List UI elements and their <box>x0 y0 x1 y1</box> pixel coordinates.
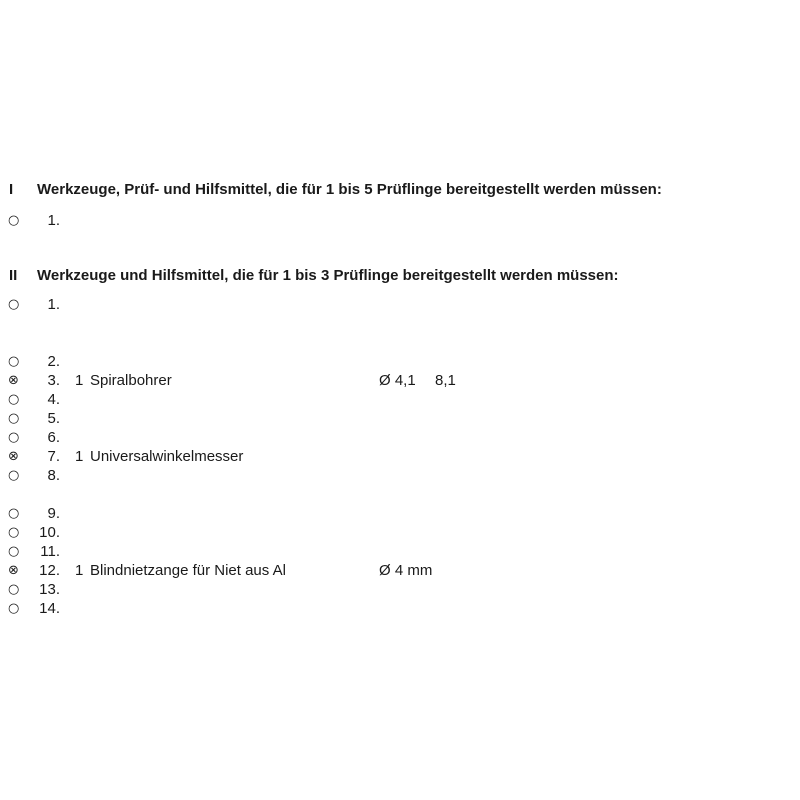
item-number: 2. <box>47 353 60 370</box>
list-item <box>0 542 800 561</box>
item-number: 1. <box>47 212 60 229</box>
list-item <box>0 295 800 314</box>
item-spec: Ø 4,1 <box>379 372 416 389</box>
item-description: Blindnietzange für Niet aus Al <box>90 562 286 579</box>
list-item <box>0 428 800 447</box>
item-number: 3. <box>47 372 60 389</box>
checkbox-icon[interactable]: ○ <box>8 468 20 483</box>
checkbox-icon[interactable]: ○ <box>8 544 20 559</box>
section-2-numeral: II <box>9 267 18 284</box>
item-number: 14. <box>39 600 60 617</box>
checkbox-icon[interactable]: ○ <box>8 601 20 616</box>
checkbox-icon[interactable]: ○ <box>8 297 20 312</box>
checkbox-icon[interactable]: ○ <box>8 582 20 597</box>
item-number: 6. <box>47 429 60 446</box>
item-number: 9. <box>47 505 60 522</box>
checkbox-icon[interactable]: ○ <box>8 430 20 445</box>
list-item <box>0 409 800 428</box>
checkbox-icon[interactable]: ○ <box>8 213 20 228</box>
item-quantity: 1 <box>75 372 84 389</box>
list-item <box>0 352 800 371</box>
checked-box-icon[interactable]: ⊗ <box>8 373 19 388</box>
checkbox-icon[interactable]: ○ <box>8 354 20 369</box>
item-number: 1. <box>47 296 60 313</box>
item-number: 12. <box>39 562 60 579</box>
list-item <box>0 390 800 409</box>
section-2-title: Werkzeuge und Hilfsmittel, die für 1 bis 3 Prüflinge bereitgestellt werden müssen: <box>37 267 619 284</box>
list-item <box>0 447 800 466</box>
list-item <box>0 211 800 230</box>
item-description: Spiralbohrer <box>90 372 172 389</box>
item-quantity: 1 <box>75 562 84 579</box>
checkbox-icon[interactable]: ○ <box>8 525 20 540</box>
item-number: 11. <box>40 543 60 560</box>
section-1-title: Werkzeuge, Prüf- und Hilfsmittel, die für 1 bis 5 Prüflinge bereitgestellt werden müssen: <box>37 181 662 198</box>
checkbox-icon[interactable]: ○ <box>8 392 20 407</box>
list-item <box>0 580 800 599</box>
item-number: 13. <box>39 581 60 598</box>
list-item <box>0 523 800 542</box>
item-number: 5. <box>47 410 60 427</box>
list-item <box>0 466 800 485</box>
checked-box-icon[interactable]: ⊗ <box>8 449 19 464</box>
checked-box-icon[interactable]: ⊗ <box>8 563 19 578</box>
list-item <box>0 371 800 390</box>
item-spec: Ø 4 mm <box>379 562 433 579</box>
checkbox-icon[interactable]: ○ <box>8 411 20 426</box>
list-item <box>0 599 800 618</box>
item-quantity: 1 <box>75 448 84 465</box>
section-1-numeral: I <box>9 181 14 198</box>
item-spec-secondary: 8,1 <box>435 372 456 389</box>
checkbox-icon[interactable]: ○ <box>8 506 20 521</box>
item-number: 4. <box>47 391 60 408</box>
item-number: 8. <box>47 467 60 484</box>
list-item <box>0 561 800 580</box>
list-item <box>0 504 800 523</box>
item-number: 10. <box>39 524 60 541</box>
item-description: Universalwinkelmesser <box>90 448 244 465</box>
item-number: 7. <box>47 448 60 465</box>
